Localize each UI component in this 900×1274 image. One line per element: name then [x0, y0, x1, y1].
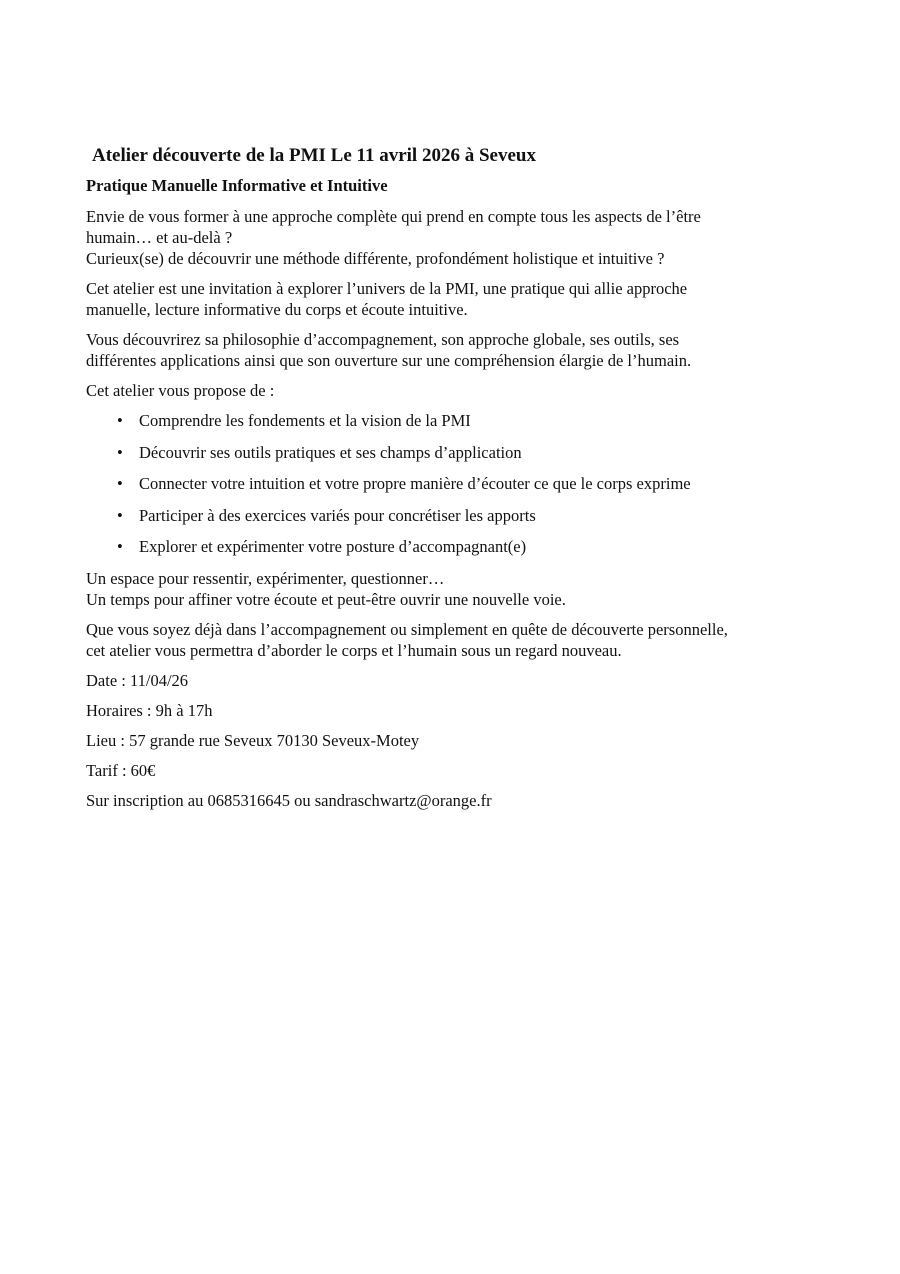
space-paragraph	[86, 568, 816, 610]
intro-line: humain… et au-delà ?	[86, 228, 233, 247]
list-intro: Cet atelier vous propose de :	[86, 381, 275, 400]
audience-line: cet atelier vous permettra d’aborder le corps et l’humain sous un regard nouveau.	[86, 640, 622, 660]
audience-paragraph	[86, 619, 816, 661]
bullet-icon: •	[117, 442, 123, 462]
list-item-text: Comprendre les fondements et la vision de la PMI	[139, 411, 471, 430]
event-registration: Sur inscription au 0685316645 ou sandraschwartz@orange.fr	[86, 790, 492, 810]
philosophy-paragraph	[86, 329, 816, 371]
list-item-text: Connecter votre intuition et votre propre manière d’écouter ce que le corps exprime	[139, 474, 691, 494]
document-page	[86, 144, 816, 820]
list-item	[86, 410, 816, 431]
audience-line: Que vous soyez déjà dans l’accompagnement ou simplement en quête de découverte personnelle,	[86, 619, 728, 639]
bullet-icon: •	[117, 474, 123, 494]
intro-paragraph	[86, 206, 816, 269]
list-item-text: Participer à des exercices variés pour concrétiser les apports	[139, 505, 536, 525]
philosophy-line: Vous découvrirez sa philosophie d’accompagnement, son approche globale, ses outils, ses	[86, 330, 680, 349]
invitation-line: Cet atelier est une invitation à explorer l’univers de la PMI, une pratique qui allie approche	[86, 279, 688, 298]
intro-line: Envie de vous former à une approche complète qui prend en compte tous les aspects de l’être	[86, 207, 701, 226]
space-line: Un espace pour ressentir, expérimenter, questionner…	[86, 568, 445, 588]
document-title: Atelier découverte de la PMI Le 11 avril 2026 à Seveux	[92, 145, 536, 166]
event-hours: Horaires : 9h à 17h	[86, 700, 213, 720]
list-item	[86, 536, 816, 557]
list-item	[86, 442, 816, 463]
list-item	[86, 473, 816, 494]
list-item-text: Découvrir ses outils pratiques et ses champs d’application	[139, 442, 522, 462]
intro-line: Curieux(se) de découvrir une méthode différente, profondément holistique et intuitive ?	[86, 249, 665, 268]
bullet-icon: •	[117, 505, 123, 525]
list-item	[86, 505, 816, 526]
list-item-text: Explorer et expérimenter votre posture d’accompagnant(e)	[139, 537, 527, 557]
event-info	[86, 670, 816, 811]
bullet-icon: •	[117, 411, 123, 430]
event-price: Tarif : 60€	[86, 760, 156, 780]
invitation-paragraph	[86, 278, 816, 320]
philosophy-line: différentes applications ainsi que son ouverture sur une compréhension élargie de l’humain.	[86, 351, 692, 370]
document-subtitle: Pratique Manuelle Informative et Intuitive	[86, 176, 388, 195]
bullet-icon: •	[117, 537, 123, 557]
program-list	[86, 410, 816, 557]
event-location: Lieu : 57 grande rue Seveux 70130 Seveux-Motey	[86, 730, 420, 750]
event-date: Date : 11/04/26	[86, 670, 189, 690]
invitation-line: manuelle, lecture informative du corps et écoute intuitive.	[86, 300, 468, 319]
space-line: Un temps pour affiner votre écoute et peut-être ouvrir une nouvelle voie.	[86, 589, 566, 609]
